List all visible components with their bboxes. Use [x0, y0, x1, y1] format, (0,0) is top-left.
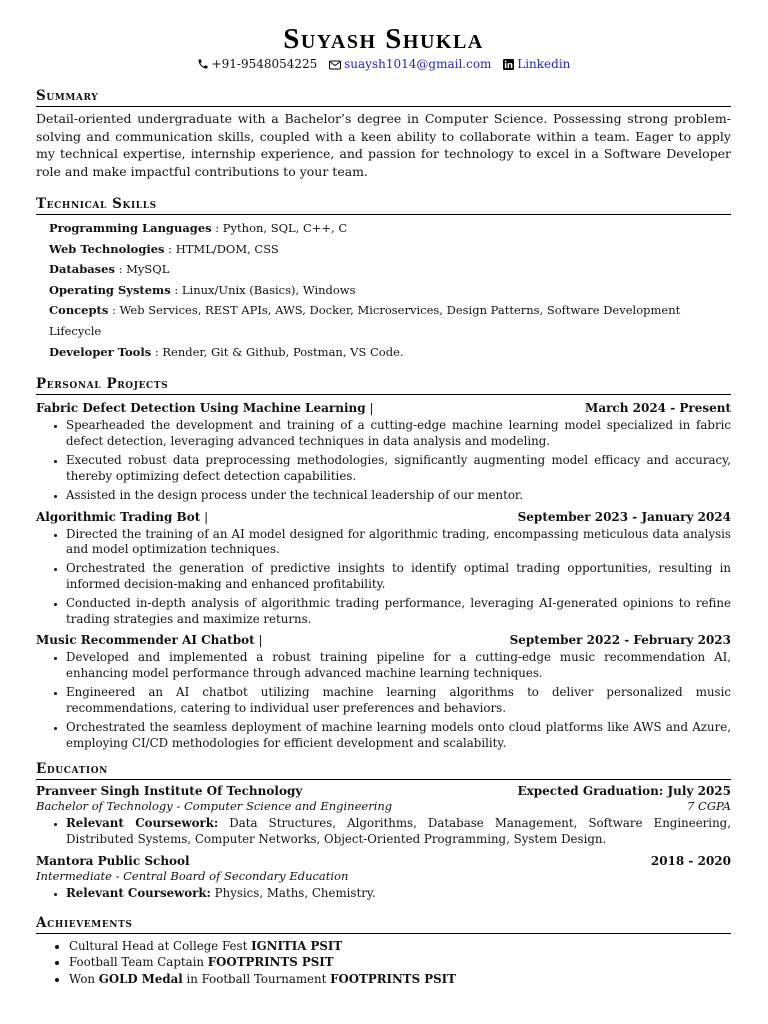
skills-list — [36, 218, 731, 362]
project-separator: | — [254, 633, 263, 648]
skills-section — [36, 196, 731, 362]
education-date: Expected Graduation: July 2025 — [517, 784, 731, 799]
linkedin-icon — [503, 59, 514, 70]
phone-icon — [197, 58, 209, 70]
project-name: Fabric Defect Detection Using Machine Learning — [36, 401, 366, 416]
skill-label: Databases — [49, 262, 115, 277]
degree: Intermediate - Central Board of Secondary Education — [36, 868, 349, 883]
education-section — [36, 761, 731, 901]
contact-bar — [36, 56, 731, 72]
achievement-text: Won — [69, 971, 99, 986]
project-header — [36, 509, 731, 525]
education-header — [36, 853, 731, 869]
project-name: Music Recommender AI Chatbot — [36, 633, 255, 648]
project-separator: | — [200, 509, 209, 524]
project-bullets — [36, 650, 731, 751]
project-entry — [36, 400, 731, 503]
education-subheader — [36, 869, 731, 884]
skill-row — [49, 300, 731, 341]
skill-row — [49, 259, 731, 280]
list-item: • Executed robust data preprocessing methodologies, significantly augmenting model efficacy and accuracy, thereby optimizing defect detection capabilities. — [66, 453, 731, 484]
list-item: • Directed the training of an AI model designed for algorithmic trading, encompassing meticulous data analysis and model optimization techniques. — [66, 527, 731, 558]
education-header — [36, 783, 731, 799]
summary-heading: Summary — [36, 88, 731, 107]
skill-value: : Render, Git & Github, Postman, VS Code. — [151, 344, 404, 359]
project-header — [36, 632, 731, 648]
skill-row — [49, 342, 731, 363]
skill-label: Operating Systems — [49, 282, 171, 297]
skill-row — [49, 280, 731, 301]
list-item: • Conducted in-depth analysis of algorithmic trading performance, leveraging AI-generated opinions to refine trading strategies and maximize returns. — [66, 596, 731, 627]
project-entry — [36, 509, 731, 628]
school-name: Mantora Public School — [36, 853, 190, 868]
project-bullets — [36, 527, 731, 628]
projects-section — [36, 376, 731, 751]
achievement-text: Cultural Head at College Fest — [69, 939, 252, 954]
summary-text: Detail-oriented undergraduate with a Bachelor’s degree in Computer Science. Possessing strong problem-solving and communication skills, coupled with a keen ability to collaborate within a team. Eager to apply my technical expertise, internship experience, and passion for technology to excel in a Software Developer role and make impactful contributions to your team. — [36, 111, 731, 179]
project-date: September 2023 - January 2024 — [517, 509, 731, 524]
list-item — [69, 938, 731, 954]
list-item — [66, 886, 731, 902]
phone-text: +91-9548054225 — [211, 57, 318, 71]
skill-label: Concepts — [49, 303, 109, 318]
envelope-icon — [329, 60, 341, 70]
education-subheader — [36, 799, 731, 814]
degree: Bachelor of Technology - Computer Science and Engineering — [36, 799, 393, 814]
skills-heading: Technical Skills — [36, 196, 731, 215]
project-header — [36, 400, 731, 416]
school-name: Pranveer Singh Institute Of Technology — [36, 784, 303, 799]
list-item — [66, 816, 731, 847]
email-text: suaysh1014@gmail.com — [344, 57, 492, 71]
list-item: • Spearheaded the development and training of a cutting-edge machine learning model specialized in fabric defect detection, leveraging advanced techniques in data analysis and modeling. — [66, 418, 731, 449]
projects-heading: Personal Projects — [36, 376, 731, 395]
education-entry — [36, 853, 731, 902]
project-name: Algorithmic Trading Bot — [36, 509, 201, 524]
achievement-text: Football Team Captain — [69, 955, 208, 970]
achievement-text: in Football Tournament — [182, 971, 331, 986]
candidate-name: Suyash Shukla — [283, 23, 484, 55]
coursework-list — [36, 886, 731, 902]
list-item: • Assisted in the design process under the technical leadership of our mentor. — [66, 488, 731, 504]
skill-value: : HTML/DOM, CSS — [164, 241, 279, 256]
linkedin-link[interactable] — [503, 56, 570, 72]
skill-value: : Web Services, REST APIs, AWS, Docker, Microservices, Design Patterns, Software Development Lifecycle — [49, 303, 681, 338]
project-bullets — [36, 418, 731, 503]
phone — [197, 56, 318, 72]
linkedin-text: Linkedin — [517, 57, 571, 71]
list-item: • Orchestrated the generation of predictive insights to identify optimal trading opportunities, resulting in informed decision-making and enhanced profitability. — [66, 561, 731, 592]
coursework-label: Relevant Coursework: — [66, 885, 211, 900]
education-date: 2018 - 2020 — [650, 853, 731, 868]
list-item: • Developed and implemented a robust training pipeline for a cutting-edge music recommendation AI, enhancing model performance through advanced machine learning techniques. — [66, 650, 731, 681]
project-date: September 2022 - February 2023 — [509, 633, 731, 648]
skill-label: Web Technologies — [49, 241, 165, 256]
achievement-highlight: FOOTPRINTS PSIT — [207, 955, 334, 970]
email-link[interactable] — [329, 56, 491, 72]
list-item — [69, 971, 731, 987]
list-item: • Orchestrated the seamless deployment of machine learning models onto cloud platforms like AWS and Azure, employing CI/CD methodologies for efficient development and scalability. — [66, 720, 731, 751]
skill-row — [49, 239, 731, 260]
coursework-text: Physics, Maths, Chemistry. — [210, 885, 376, 900]
achievements-section — [36, 915, 731, 987]
grade: 7 CGPA — [687, 799, 731, 814]
coursework-list — [36, 816, 731, 847]
skill-value: : MySQL — [114, 262, 170, 277]
achievement-highlight: IGNITIA PSIT — [251, 939, 343, 954]
skill-value: : Linux/Unix (Basics), Windows — [170, 282, 356, 297]
achievements-heading: Achievements — [36, 915, 731, 934]
skill-label: Developer Tools — [49, 344, 152, 359]
coursework-text: Data Structures, Algorithms, Database Management, Software Engineering, Distributed Systems, Computer Networks, Object-Oriented Programming, System Design. — [66, 816, 731, 846]
list-item: • Engineered an AI chatbot utilizing machine learning algorithms to deliver personalized music recommendations, catering to individual user preferences and behaviors. — [66, 685, 731, 716]
coursework-label: Relevant Coursework: — [66, 816, 219, 831]
resume-page — [36, 22, 731, 987]
skill-row — [49, 218, 731, 239]
skill-value: : Python, SQL, C++, C — [211, 221, 348, 235]
education-entry — [36, 783, 731, 847]
project-separator: | — [365, 401, 374, 416]
list-item — [69, 954, 731, 970]
achievement-highlight: FOOTPRINTS PSIT — [330, 971, 456, 986]
summary-section — [36, 88, 731, 180]
achievement-highlight: GOLD Medal — [98, 971, 183, 986]
project-date: March 2024 - Present — [585, 401, 731, 416]
skill-label: Programming Languages — [49, 221, 212, 235]
education-heading: Education — [36, 761, 731, 780]
project-entry — [36, 632, 731, 751]
achievements-list — [36, 938, 731, 987]
